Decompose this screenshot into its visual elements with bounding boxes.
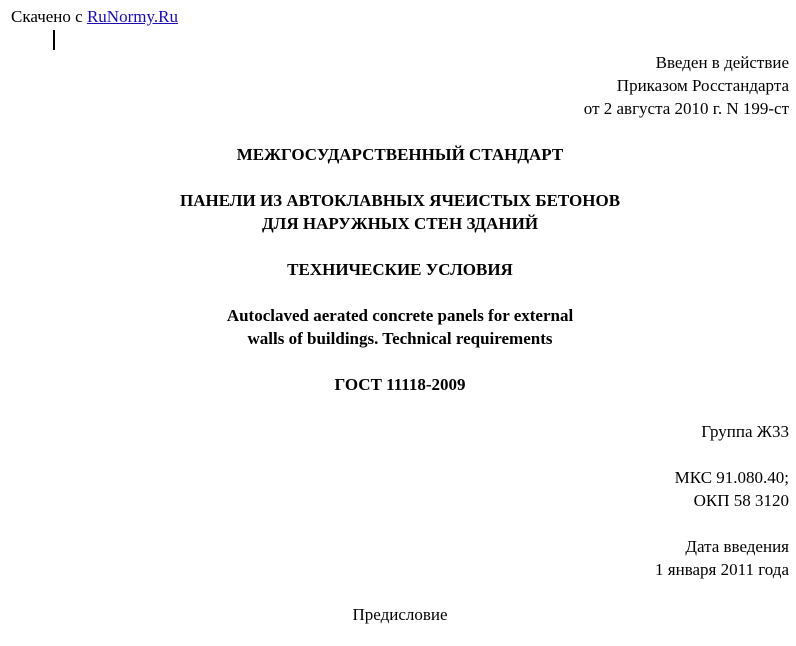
source-prefix: Скачено с [11,7,87,26]
okp-code: ОКП 58 3120 [693,491,789,510]
title-en [0,304,796,350]
standard-type: МЕЖГОСУДАРСТВЕННЫЙ СТАНДАРТ [236,145,564,164]
effective-date-value: 1 января 2011 года [655,560,789,579]
title-ru [0,189,796,235]
title-en-line-2: walls of buildings. Technical requirements [247,329,553,348]
enactment-line-2: Приказом Росстандарта [616,76,789,95]
enactment-line-1: Введен в действие [655,53,789,72]
foreword-heading: Предисловие [352,605,448,624]
effective-date-block [655,535,789,581]
enactment-line-3: от 2 августа 2010 г. N 199-ст [583,99,789,118]
effective-date-label: Дата введения [685,537,789,556]
group-label: Группа Ж33 [701,422,789,441]
gost-number: ГОСТ 11118-2009 [334,375,466,394]
source-link[interactable]: RuNormy.Ru [86,7,178,26]
text-cursor [53,30,55,50]
title-en-line-1: Autoclaved aerated concrete panels for external [226,306,574,325]
title-ru-line-1: ПАНЕЛИ ИЗ АВТОКЛАВНЫХ ЯЧЕИСТЫХ БЕТОНОВ [179,191,621,210]
classification-block [675,466,789,512]
source-line [11,5,178,28]
subtitle-ru: ТЕХНИЧЕСКИЕ УСЛОВИЯ [287,260,513,279]
enactment-block [584,51,789,120]
title-ru-line-2: ДЛЯ НАРУЖНЫХ СТЕН ЗДАНИЙ [261,214,539,233]
mks-code: МКС 91.080.40; [674,468,789,487]
